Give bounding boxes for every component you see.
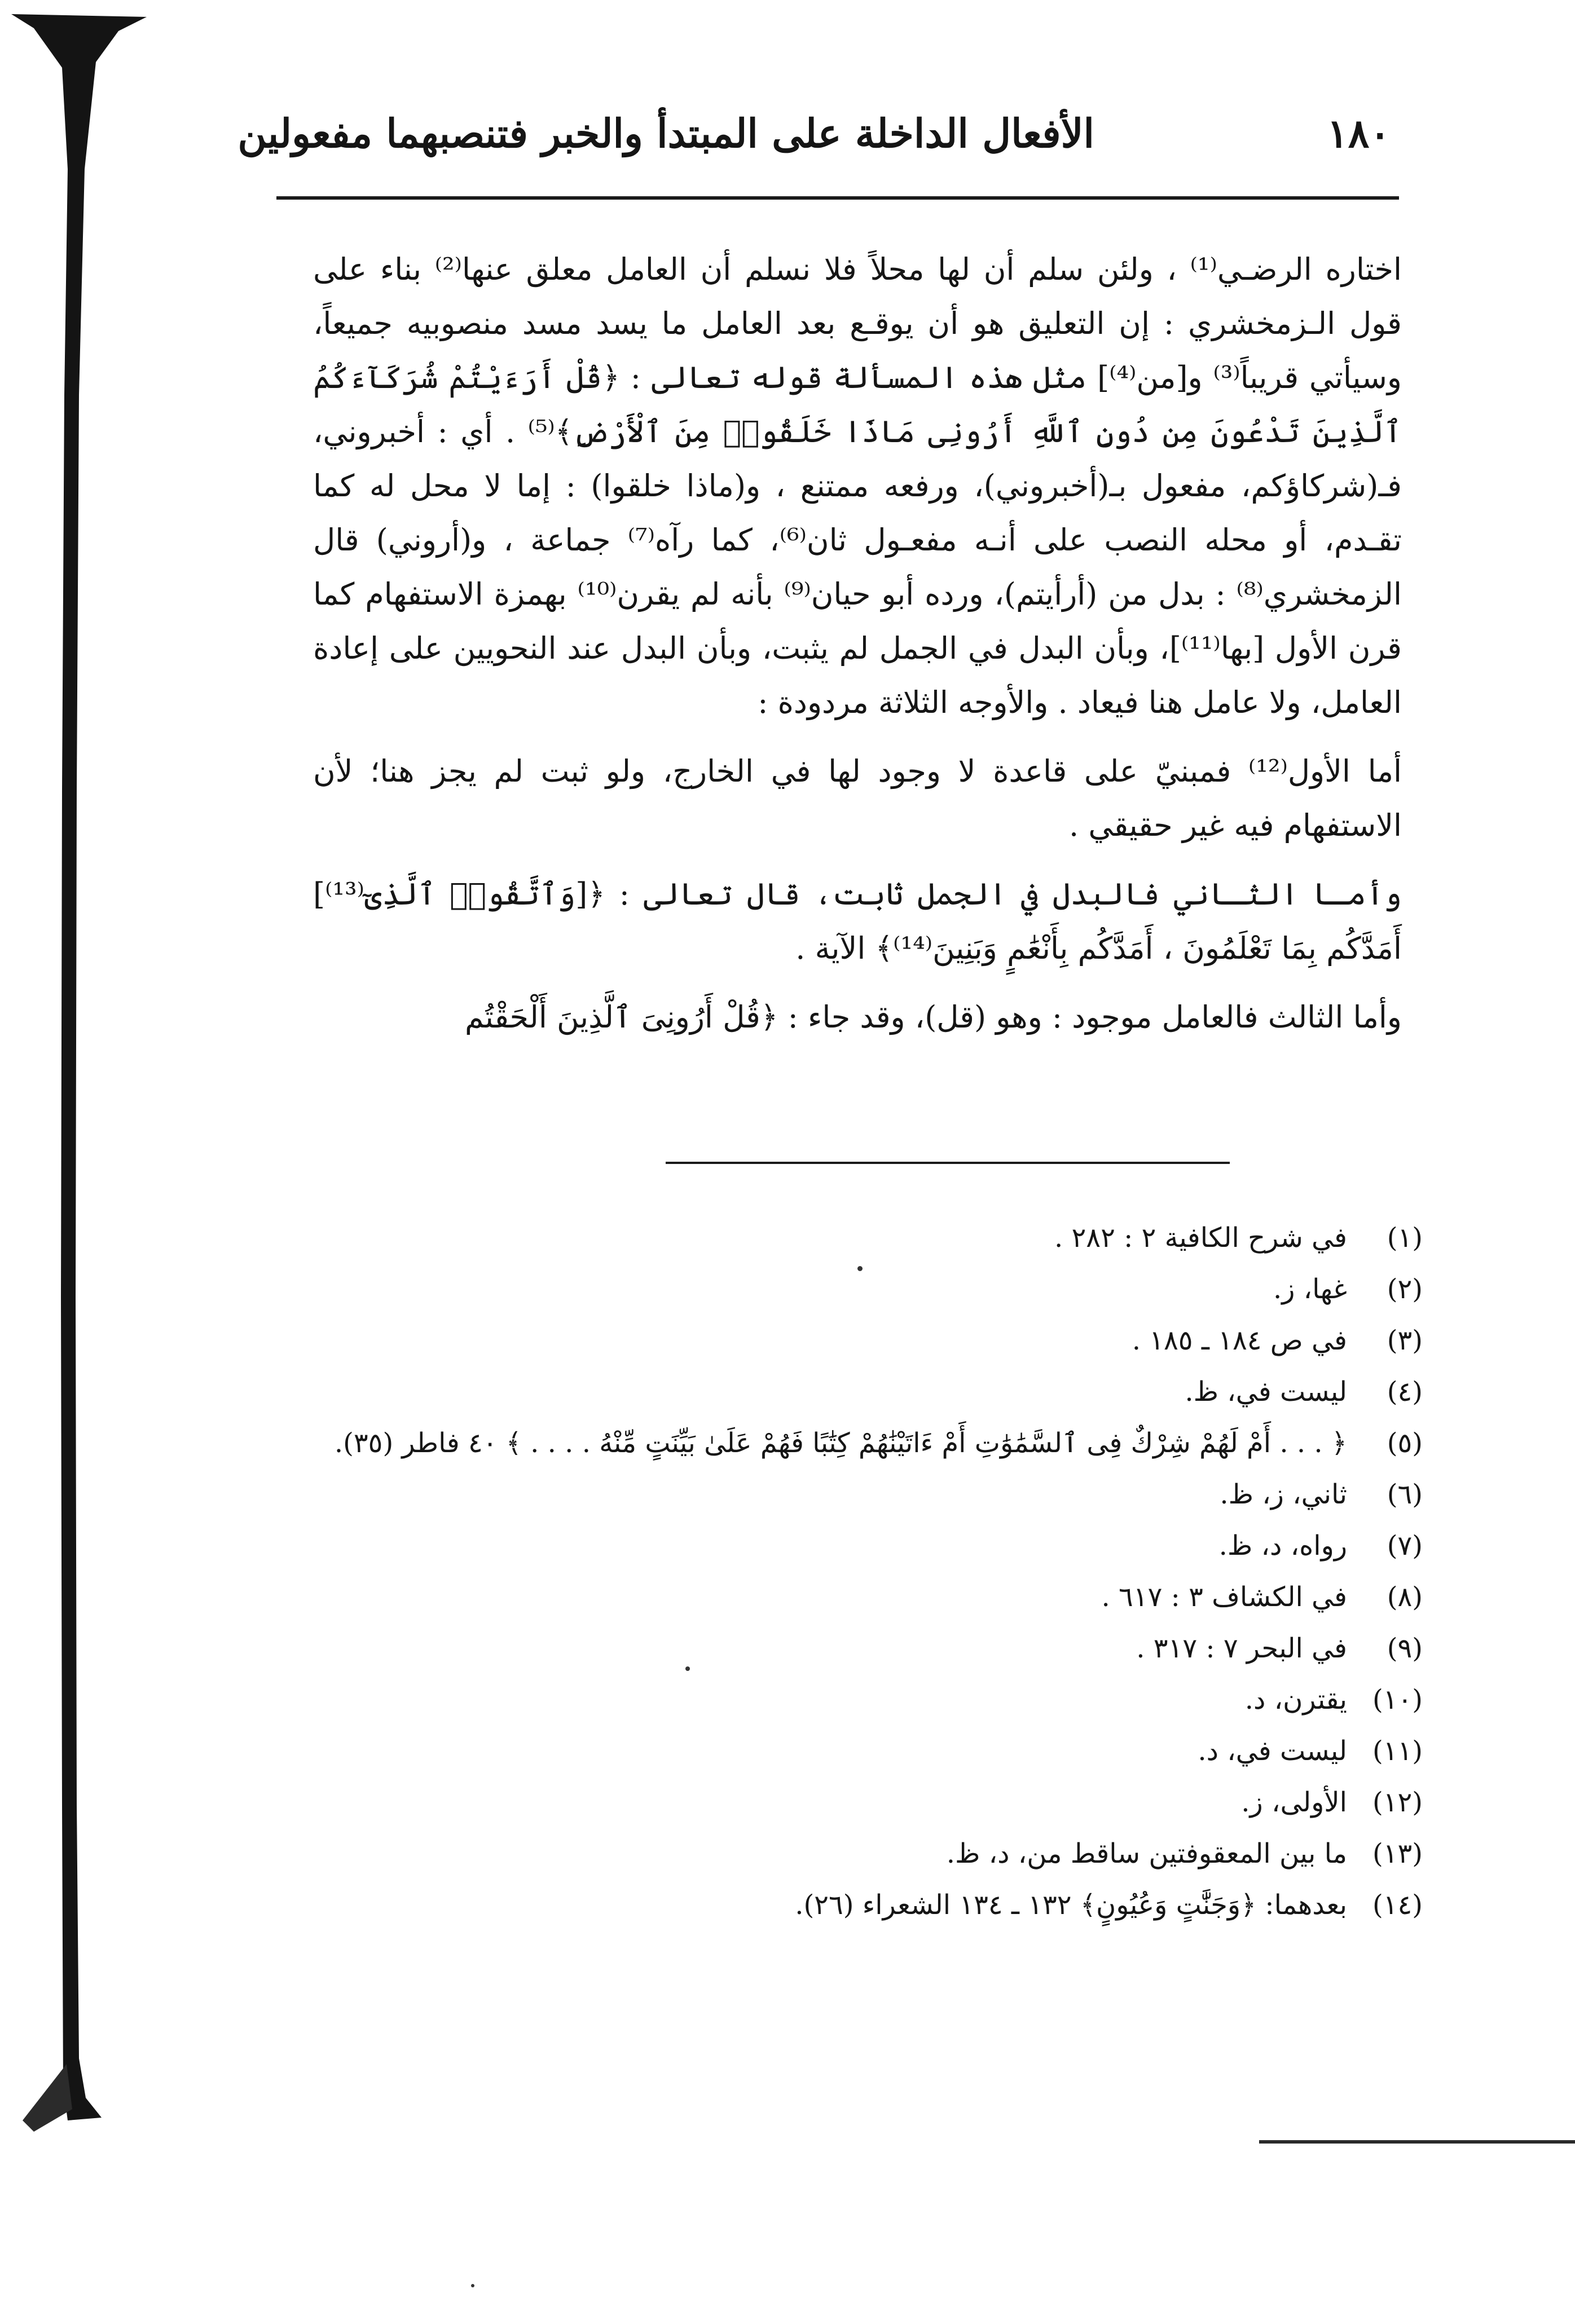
- main-text: [313, 242, 1402, 1059]
- scan-speck: [857, 1266, 863, 1271]
- footnote-number: (١٤): [1372, 1889, 1423, 1921]
- footnote-number: (١): [1387, 1222, 1423, 1254]
- footnote: [294, 1777, 1423, 1828]
- footnote-text: في البحر ٧ : ٣١٧ .: [1136, 1633, 1347, 1664]
- footnote-text: ما بين المعقوفتين ساقط من، د، ظ.: [946, 1838, 1347, 1869]
- footnote: [294, 1520, 1423, 1572]
- footnote-number: (١١): [1372, 1735, 1423, 1767]
- binding-shadow: [0, 0, 169, 2324]
- footnote-number: (١٣): [1372, 1838, 1423, 1869]
- footnote-text: بعدهما: ﴿وَجَنَّٰتٍ وَعُيُونٍ﴾ ١٣٢ ـ ١٣٤ الشعراء (٢٦).: [795, 1889, 1347, 1921]
- page-number: ١٨٠: [1327, 110, 1391, 157]
- footnote-number: (٤): [1387, 1376, 1423, 1408]
- paragraph: وأمـا الثـاني فالبدل في الجمل ثابت، قال تعالى : ﴿[وَٱتَّقُوا۟ ٱلَّذِىٓ⁽¹³⁾] أَمَدَّكُم بِمَا تَعْلَمُونَ ، أَمَدَّكُم بِأَنْعَٰمٍ وَبَنِينَ⁽¹⁴⁾﴾ الآية .: [313, 876, 1402, 966]
- footnote: [294, 1469, 1423, 1520]
- footnote: [294, 1212, 1423, 1264]
- footnote-text: ليست في، ظ.: [1185, 1376, 1347, 1408]
- scan-speck: [471, 2284, 474, 2287]
- footnote-number: (٦): [1387, 1479, 1423, 1510]
- footnote-text: ثاني، ز، ظ.: [1220, 1479, 1347, 1510]
- footnote: [294, 1418, 1423, 1469]
- footnote: [294, 1623, 1423, 1674]
- footnote: [294, 1366, 1423, 1418]
- scan-speck: [685, 1666, 690, 1671]
- footnote-number: (٢): [1387, 1273, 1423, 1305]
- footnote-text: الأولى، ز.: [1241, 1787, 1347, 1818]
- paragraph: أما الأول⁽¹²⁾ فمبنيّ على قاعدة لا وجود لها في الخارج، ولو ثبت لم يجز هنا؛ لأن الاستفهام فيه غير حقيقي .: [313, 753, 1402, 843]
- footnote-text: في ص ١٨٤ ـ ١٨٥ .: [1132, 1325, 1347, 1356]
- footnote: [294, 1315, 1423, 1366]
- footnote: [294, 1572, 1423, 1623]
- page-header: [237, 99, 1399, 178]
- footnote-text: ليست في، د.: [1198, 1735, 1347, 1767]
- footnote-number: (٣): [1387, 1325, 1423, 1356]
- footnote-text: يقترن، د.: [1244, 1684, 1347, 1716]
- footnote-number: (٧): [1387, 1530, 1423, 1562]
- footnote-text: غها، ز.: [1273, 1273, 1347, 1305]
- paragraph: وأما الثالث فالعامل موجود : وهو (قل)، وقد جاء : ﴿قُلْ أَرُونِىَ ٱلَّذِينَ أَلْحَقْتُم: [464, 999, 1402, 1035]
- paragraph: اختاره الرضـي⁽¹⁾ ، ولئن سلم أن لها محلاً فلا نسلم أن العامل معلق عنها⁽²⁾ بناء على قول الـزمخشري : إن التعليق هو أن يوقـع بعد العامل ما يسد مسد منصوبيه جميعاً، وسيأتي قريباً⁽³⁾ و[من⁽⁴⁾] مثل هذه المسألة قوله تعالى : ﴿قُلْ أَرَءَيْتُمْ شُرَكَآءَكُمُ ٱلَّذِينَ تَدْعُونَ مِن دُونِ ٱللَّهِ أَرُونِى مَاذَا خَلَقُوا۟ مِنَ ٱلْأَرْضِ﴾⁽⁵⁾ . أي : أخبروني، فـ(شركاؤكم، مفعول بـ(أخبروني)، ورفعه ممتنع ، و(ماذا خلقوا) : إما لا محل له كما تقـدم، أو محله النصب على أنـه مفعـول ثان⁽⁶⁾، كما رآه⁽⁷⁾ جماعة ، و(أروني) قال الزمخشري⁽⁸⁾ : بدل من (أرأيتم)، ورده أبو حيان⁽⁹⁾ بأنه لم يقرن⁽¹⁰⁾ بهمزة الاستفهام كما قرن الأول [بها⁽¹¹⁾]، وبأن البدل في الجمل لم يثبت، وبأن البدل عند النحويين على إعادة العامل، ولا عامل هنا فيعاد . والأوجه الثلاثة مردودة :: [313, 252, 1402, 720]
- footnote: [294, 1674, 1423, 1726]
- footnote-number: (٨): [1387, 1581, 1423, 1613]
- header-rule: [276, 196, 1399, 200]
- footnote-number: (١٢): [1372, 1787, 1423, 1818]
- footnote: [294, 1880, 1423, 1931]
- footnote-number: (٥): [1387, 1427, 1423, 1459]
- footnote: [294, 1264, 1423, 1315]
- footnote-number: (١٠): [1372, 1684, 1423, 1716]
- footnote-separator: [666, 1162, 1230, 1164]
- footnote-text: رواه، د، ظ.: [1218, 1530, 1347, 1562]
- footnote: [294, 1828, 1423, 1880]
- footnote-text: ﴿ . . . أَمْ لَهُمْ شِرْكٌ فِى ٱلسَّمَٰوَٰتِ أَمْ ءَاتَيْنَٰهُمْ كِتَٰبًا فَهُمْ عَلَىٰ بَيِّنَتٍ مِّنْهُ . . . . ﴾ ٤٠ فاطر (٣٥).: [334, 1427, 1347, 1459]
- footnote-text: في الكشاف ٣ : ٦١٧ .: [1101, 1581, 1347, 1613]
- running-title: الأفعال الداخلة على المبتدأ والخبر فتنصبهما مفعولين: [237, 110, 1094, 157]
- footnote: [294, 1726, 1423, 1777]
- scan-edge-line: [1259, 2140, 1575, 2144]
- footnote-text: في شرح الكافية ٢ : ٢٨٢ .: [1054, 1222, 1347, 1254]
- footnotes: [294, 1212, 1423, 1931]
- footnote-number: (٩): [1387, 1633, 1423, 1664]
